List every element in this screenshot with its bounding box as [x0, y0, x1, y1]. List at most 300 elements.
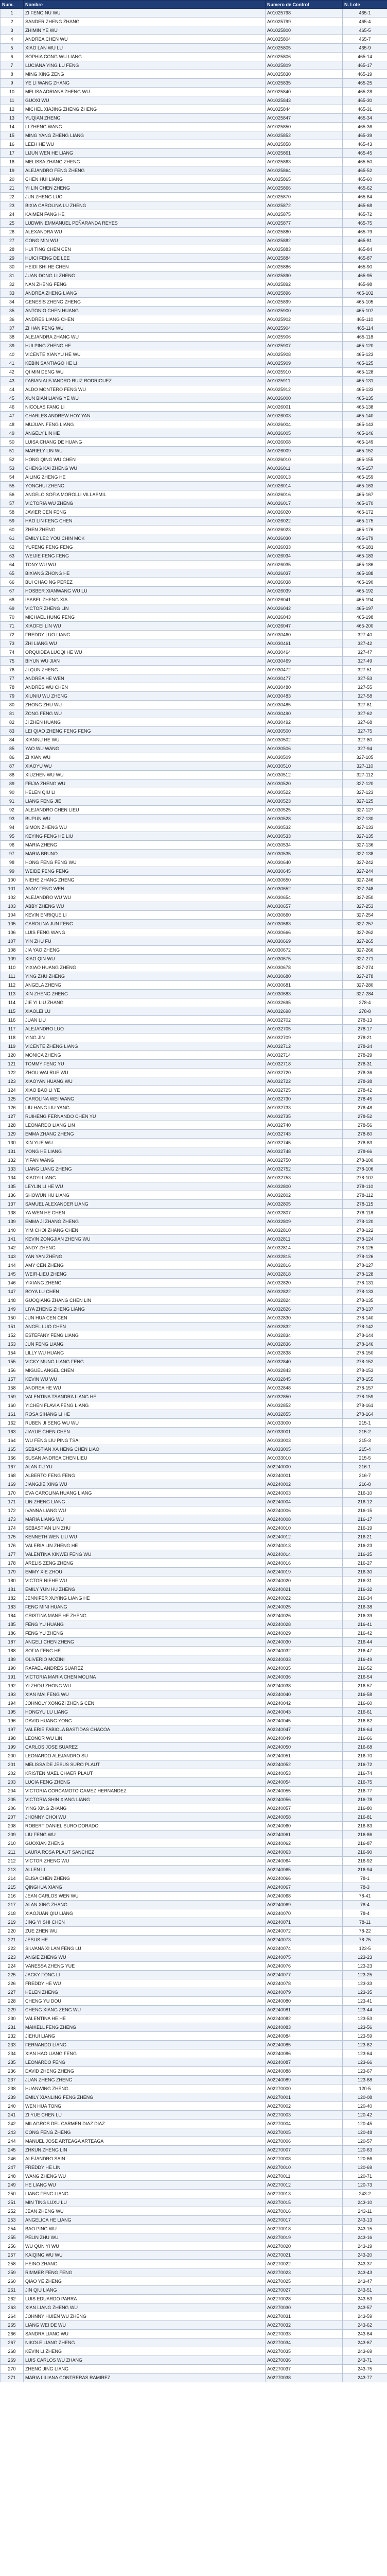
table-row [1, 893, 387, 902]
cell-name: SEBASTIAN LIN ZHU [24, 1524, 266, 1533]
cell-control: A01032832 [266, 1323, 343, 1331]
table-row [1, 1866, 387, 1874]
cell-lote: 216-49 [343, 1655, 387, 1664]
cell-control: A01025912 [266, 385, 343, 394]
cell-control: A01030500 [266, 727, 343, 736]
cell-lote: 243-64 [343, 2330, 387, 2338]
cell-num: 182 [1, 1594, 24, 1603]
cell-name: CONG MIN WU [24, 236, 266, 245]
cell-name: BUPUN WU [24, 815, 266, 823]
table-row [1, 806, 387, 815]
table-row [1, 1182, 387, 1191]
cell-control: A02270010 [266, 2163, 343, 2172]
cell-name: ANDREA HE WEN [24, 674, 266, 683]
cell-control: A01025906 [266, 333, 343, 342]
cell-lote: 278-152 [343, 1358, 387, 1366]
cell-lote: 327-274 [343, 963, 387, 972]
cell-control: A02270031 [266, 2312, 343, 2321]
cell-control: A02240000 [266, 1463, 343, 1471]
cell-num: 93 [1, 815, 24, 823]
cell-name: QINGHUA XIANG [24, 1883, 266, 1892]
cell-control: A01025896 [266, 289, 343, 298]
table-row [1, 219, 387, 228]
cell-control: A02240033 [266, 1655, 343, 1664]
cell-control: A01030528 [266, 815, 343, 823]
table-row [1, 709, 387, 718]
cell-name: ZHIMIN YE WU [24, 26, 266, 35]
table-row [1, 1831, 387, 1839]
table-row [1, 140, 387, 149]
table-row [1, 1077, 387, 1086]
cell-lote: 327-246 [343, 876, 387, 885]
cell-lote: 123-44 [343, 2006, 387, 2014]
cell-name: ALEJANDRO LUO [24, 1025, 266, 1033]
cell-name: MUJUAN FENG LIANG [24, 420, 266, 429]
cell-lote: 465-125 [343, 359, 387, 368]
table-row [1, 9, 387, 18]
cell-name: LIANG WEI DE WU [24, 2321, 266, 2330]
table-row [1, 2067, 387, 2076]
cell-num: 22 [1, 193, 24, 201]
cell-name: ANDRES LIANG CHEN [24, 315, 266, 324]
cell-control: A01025800 [266, 26, 343, 35]
table-row [1, 1323, 387, 1331]
cell-lote: 216-70 [343, 1752, 387, 1760]
cell-lote: 215-2 [343, 1428, 387, 1436]
cell-num: 1 [1, 9, 24, 18]
cell-num: 157 [1, 1375, 24, 1384]
cell-control: A01032705 [266, 1025, 343, 1033]
table-row [1, 639, 387, 648]
cell-lote: 465-68 [343, 201, 387, 210]
cell-lote: 216-17 [343, 1515, 387, 1524]
cell-lote: 278-157 [343, 1384, 387, 1393]
cell-control: A02240032 [266, 1647, 343, 1655]
table-row [1, 561, 387, 569]
cell-name: HELEN QIU LI [24, 788, 266, 797]
table-row [1, 2251, 387, 2260]
table-row [1, 1944, 387, 1953]
cell-name: HE LIANG WU [24, 2181, 266, 2190]
cell-num: 165 [1, 1445, 24, 1454]
cell-num: 107 [1, 937, 24, 946]
cell-lote: 465-183 [343, 552, 387, 561]
cell-num: 61 [1, 534, 24, 543]
cell-num: 228 [1, 1997, 24, 2006]
cell-lote: 120-66 [343, 2155, 387, 2163]
cell-name: VALENTINA TSANDRA LIANG HE [24, 1393, 266, 1401]
table-row [1, 1121, 387, 1130]
cell-name: VICTORIA WU ZHENG [24, 499, 266, 508]
cell-control: A01025850 [266, 123, 343, 131]
cell-name: CAROLINA WEI WANG [24, 1095, 266, 1104]
cell-name: VICTOR ZHENG WU [24, 1857, 266, 1866]
cell-control: A01032852 [266, 1401, 343, 1410]
cell-lote: 243-16 [343, 2233, 387, 2242]
cell-lote: 465-19 [343, 70, 387, 79]
cell-name: ZHONG ZHU WU [24, 701, 266, 709]
table-row [1, 368, 387, 377]
cell-lote: 278-110 [343, 1182, 387, 1191]
cell-name: LEEH HE WU [24, 140, 266, 149]
cell-num: 20 [1, 175, 24, 184]
cell-control: A01033005 [266, 1445, 343, 1454]
table-row [1, 613, 387, 622]
cell-lote: 465-79 [343, 228, 387, 236]
table-row [1, 149, 387, 158]
cell-name: GUOQIANG ZHANG CHEN LIN [24, 1296, 266, 1305]
cell-name: TONY WU WU [24, 561, 266, 569]
cell-num: 270 [1, 2365, 24, 2374]
table-row [1, 359, 387, 368]
cell-name: DAVID HUANG YONG [24, 1717, 266, 1725]
cell-name: SUSAN ANDREA CHEN LIEU [24, 1454, 266, 1463]
cell-num: 176 [1, 1541, 24, 1550]
cell-control: A01030490 [266, 709, 343, 718]
cell-name: JESUS HE [24, 1936, 266, 1944]
cell-name: JIE YI LIU ZHANG [24, 998, 266, 1007]
cell-num: 8 [1, 70, 24, 79]
cell-control: A02270020 [266, 2242, 343, 2251]
table-row [1, 2014, 387, 2023]
table-row [1, 1909, 387, 1918]
cell-control: A02240083 [266, 2023, 343, 2032]
cell-lote: 465-110 [343, 315, 387, 324]
cell-lote: 216-58 [343, 1690, 387, 1699]
table-row [1, 2190, 387, 2198]
cell-num: 103 [1, 902, 24, 911]
cell-lote: 123-64 [343, 2049, 387, 2058]
cell-control: A02240014 [266, 1550, 343, 1559]
table-row [1, 526, 387, 534]
cell-lote: 465-31 [343, 105, 387, 114]
cell-name: XIAOJUAN QIU LIANG [24, 1909, 266, 1918]
table-row [1, 1760, 387, 1769]
cell-control: A01026038 [266, 578, 343, 587]
cell-lote: 216-41 [343, 1620, 387, 1629]
cell-lote: 278-137 [343, 1305, 387, 1314]
cell-num: 225 [1, 1971, 24, 1979]
cell-num: 37 [1, 324, 24, 333]
table-row [1, 2207, 387, 2216]
cell-lote: 465-102 [343, 289, 387, 298]
table-row [1, 587, 387, 596]
cell-control: A02240071 [266, 1918, 343, 1927]
cell-num: 188 [1, 1647, 24, 1655]
cell-lote: 327-254 [343, 911, 387, 920]
cell-name: VICENTE XIANYU HE WU [24, 350, 266, 359]
table-row [1, 963, 387, 972]
cell-control: A02240065 [266, 1866, 343, 1874]
cell-control: A01025907 [266, 342, 343, 350]
table-row [1, 1664, 387, 1673]
cell-num: 105 [1, 920, 24, 928]
cell-num: 214 [1, 1874, 24, 1883]
cell-num: 208 [1, 1822, 24, 1831]
cell-control: A01025852 [266, 131, 343, 140]
cell-num: 64 [1, 561, 24, 569]
table-row [1, 1638, 387, 1647]
cell-name: YI ZHOU ZHONG WU [24, 1682, 266, 1690]
cell-num: 109 [1, 955, 24, 963]
cell-control: A02240066 [266, 1874, 343, 1883]
cell-lote: 278-8 [343, 1007, 387, 1016]
cell-name: HUANWING ZHENG [24, 2084, 266, 2093]
cell-name: SANDRA LIANG WU [24, 2330, 266, 2338]
cell-name: ANDRES WU CHEN [24, 683, 266, 692]
cell-num: 65 [1, 569, 24, 578]
cell-control: A01026010 [266, 455, 343, 464]
cell-name: LIANG FENG LIANG [24, 2190, 266, 2198]
cell-lote: 278-118 [343, 1209, 387, 1217]
cell-num: 175 [1, 1533, 24, 1541]
table-row [1, 438, 387, 447]
cell-name: JUAN LIU [24, 1016, 266, 1025]
cell-name: WEN HUA TONG [24, 2102, 266, 2111]
cell-name: YIXIAO HUANG ZHENG [24, 963, 266, 972]
table-row [1, 622, 387, 631]
cell-lote: 465-5 [343, 26, 387, 35]
cell-name: JUN HUA CEN CEN [24, 1314, 266, 1323]
cell-control: A02270030 [266, 2303, 343, 2312]
table-row [1, 1962, 387, 1971]
cell-lote: 327-123 [343, 788, 387, 797]
cell-num: 137 [1, 1200, 24, 1209]
table-row [1, 937, 387, 946]
cell-lote: 327-271 [343, 955, 387, 963]
cell-lote: 465-30 [343, 96, 387, 105]
cell-lote: 216-62 [343, 1717, 387, 1725]
table-row [1, 166, 387, 175]
cell-lote: 278-52 [343, 1112, 387, 1121]
cell-control: A01032752 [266, 1165, 343, 1174]
cell-lote: 327-68 [343, 718, 387, 727]
table-row [1, 1401, 387, 1410]
cell-name: IVANNA LIANG WU [24, 1506, 266, 1515]
cell-lote: 465-143 [343, 420, 387, 429]
cell-lote: 216-47 [343, 1647, 387, 1655]
cell-name: HONG FENG FENG WU [24, 858, 266, 867]
cell-num: 134 [1, 1174, 24, 1182]
cell-lote: 465-105 [343, 298, 387, 307]
cell-control: A01032702 [266, 1016, 343, 1025]
cell-num: 241 [1, 2111, 24, 2120]
cell-num: 53 [1, 464, 24, 473]
table-row [1, 324, 387, 333]
cell-control: A02240068 [266, 1892, 343, 1901]
cell-name: KEVIN ENRIQUE LI [24, 911, 266, 920]
cell-control: A01032850 [266, 1393, 343, 1401]
table-row [1, 1042, 387, 1051]
cell-name: ANTONIO CHEN HUANG [24, 307, 266, 315]
cell-num: 118 [1, 1033, 24, 1042]
cell-lote: 216-74 [343, 1769, 387, 1778]
cell-name: JUAN DONG LI ZHENG [24, 272, 266, 280]
cell-num: 25 [1, 219, 24, 228]
cell-lote: 465-84 [343, 245, 387, 254]
table-row [1, 928, 387, 937]
cell-name: EMILY YUN HU ZHENG [24, 1585, 266, 1594]
table-row [1, 998, 387, 1007]
cell-num: 190 [1, 1664, 24, 1673]
table-row [1, 1690, 387, 1699]
cell-num: 192 [1, 1682, 24, 1690]
table-row [1, 464, 387, 473]
cell-control: A01030533 [266, 832, 343, 841]
cell-control: A01032720 [266, 1069, 343, 1077]
cell-control: A02240028 [266, 1620, 343, 1629]
cell-name: EMMA JI ZHANG ZHENG [24, 1217, 266, 1226]
cell-num: 73 [1, 639, 24, 648]
cell-num: 66 [1, 578, 24, 587]
table-row [1, 648, 387, 657]
cell-control: A01025910 [266, 368, 343, 377]
cell-num: 201 [1, 1760, 24, 1769]
cell-control: A01026041 [266, 596, 343, 604]
cell-name: JENNIFER XUYING LIANG HE [24, 1594, 266, 1603]
table-row [1, 788, 387, 797]
cell-control: A01030675 [266, 955, 343, 963]
cell-num: 106 [1, 928, 24, 937]
cell-lote: 216-92 [343, 1857, 387, 1866]
cell-lote: 465-172 [343, 508, 387, 517]
cell-name: ANDREA CHEN WU [24, 35, 266, 44]
cell-name: MARIELY LIN WU [24, 447, 266, 455]
cell-num: 45 [1, 394, 24, 403]
cell-num: 70 [1, 613, 24, 622]
cell-lote: 243-57 [343, 2303, 387, 2312]
cell-name: CRISTINA MANE HE ZHENG [24, 1612, 266, 1620]
cell-control: A01032815 [266, 1252, 343, 1261]
table-row [1, 1778, 387, 1787]
table-row [1, 333, 387, 342]
cell-lote: 278-153 [343, 1366, 387, 1375]
cell-name: LIN ZHENG LIANG [24, 1498, 266, 1506]
cell-control: A02270017 [266, 2216, 343, 2225]
cell-num: 152 [1, 1331, 24, 1340]
cell-name: RUIHENG FERNANDO CHEN YU [24, 1112, 266, 1121]
cell-name: XIAOYAN HUANG WU [24, 1077, 266, 1086]
table-row [1, 131, 387, 140]
table-row [1, 1988, 387, 1997]
cell-num: 132 [1, 1156, 24, 1165]
cell-num: 207 [1, 1813, 24, 1822]
cell-control: A01025830 [266, 70, 343, 79]
cell-control: A01030502 [266, 736, 343, 744]
table-row [1, 762, 387, 771]
cell-control: A02240040 [266, 1690, 343, 1699]
cell-num: 50 [1, 438, 24, 447]
cell-control: A02270022 [266, 2260, 343, 2268]
table-row [1, 2268, 387, 2277]
cell-control: A02240002 [266, 1480, 343, 1489]
cell-name: YING JIN [24, 1033, 266, 1042]
cell-control: A02270015 [266, 2198, 343, 2207]
cell-name: RUBEN JI SENG WU WU [24, 1419, 266, 1428]
cell-name: SILVANA XI LAN FENG LU [24, 1944, 266, 1953]
cell-lote: 216-72 [343, 1760, 387, 1769]
cell-name: ZI YUE CHEN LU [24, 2111, 266, 2120]
cell-lote: 465-52 [343, 166, 387, 175]
cell-control: A01025877 [266, 219, 343, 228]
cell-num: 222 [1, 1944, 24, 1953]
cell-name: FREDDY LUO LIANG [24, 631, 266, 639]
cell-control: A01026000 [266, 394, 343, 403]
table-row [1, 289, 387, 298]
cell-control: A02240021 [266, 1585, 343, 1594]
cell-num: 245 [1, 2146, 24, 2155]
table-row [1, 1428, 387, 1436]
cell-lote: 278-17 [343, 1025, 387, 1033]
cell-num: 172 [1, 1506, 24, 1515]
cell-lote: 278-24 [343, 1042, 387, 1051]
cell-lote: 465-190 [343, 578, 387, 587]
cell-lote: 216-7 [343, 1471, 387, 1480]
cell-num: 84 [1, 736, 24, 744]
cell-lote: 120-48 [343, 2128, 387, 2137]
table-row [1, 534, 387, 543]
cell-lote: 243-15 [343, 2225, 387, 2233]
cell-num: 232 [1, 2032, 24, 2041]
cell-control: A01025908 [266, 350, 343, 359]
cell-lote: 216-39 [343, 1612, 387, 1620]
table-row [1, 1016, 387, 1025]
cell-lote: 278-107 [343, 1174, 387, 1182]
cell-lote: 123-23 [343, 1953, 387, 1962]
cell-control: A02240077 [266, 1971, 343, 1979]
cell-lote: 465-14 [343, 53, 387, 61]
cell-control: A01032709 [266, 1033, 343, 1042]
cell-num: 48 [1, 420, 24, 429]
cell-control: A01032855 [266, 1410, 343, 1419]
cell-num: 14 [1, 123, 24, 131]
table-row [1, 1279, 387, 1287]
cell-num: 235 [1, 2058, 24, 2067]
cell-num: 92 [1, 806, 24, 815]
cell-name: GUOXIAN ZHENG [24, 1839, 266, 1848]
cell-name: YIXIANG ZHENG [24, 1279, 266, 1287]
cell-control: A02270023 [266, 2268, 343, 2277]
cell-lote: 243-51 [343, 2286, 387, 2295]
table-row [1, 1612, 387, 1620]
cell-control: A01025883 [266, 245, 343, 254]
cell-control: A02240061 [266, 1831, 343, 1839]
cell-lote: 327-257 [343, 920, 387, 928]
cell-lote: 327-242 [343, 858, 387, 867]
cell-lote: 327-138 [343, 850, 387, 858]
cell-num: 240 [1, 2102, 24, 2111]
cell-control: A01026014 [266, 482, 343, 490]
cell-num: 10 [1, 88, 24, 96]
cell-lote: 465-155 [343, 455, 387, 464]
cell-name: FERNANDO LIANG [24, 2041, 266, 2049]
table-row [1, 2260, 387, 2268]
cell-num: 101 [1, 885, 24, 893]
cell-lote: 327-42 [343, 639, 387, 648]
cell-lote: 243-43 [343, 2268, 387, 2277]
cell-num: 174 [1, 1524, 24, 1533]
table-row [1, 1953, 387, 1962]
cell-lote: 243-37 [343, 2260, 387, 2268]
cell-name: NIKOLE LIANG ZHENG [24, 2338, 266, 2347]
cell-lote: 120-42 [343, 2111, 387, 2120]
table-row [1, 1130, 387, 1139]
cell-control: A02240088 [266, 2067, 343, 2076]
cell-lote: 327-250 [343, 893, 387, 902]
cell-lote: 78-11 [343, 1918, 387, 1927]
cell-lote: 243-67 [343, 2338, 387, 2347]
cell-control: A01030520 [266, 779, 343, 788]
